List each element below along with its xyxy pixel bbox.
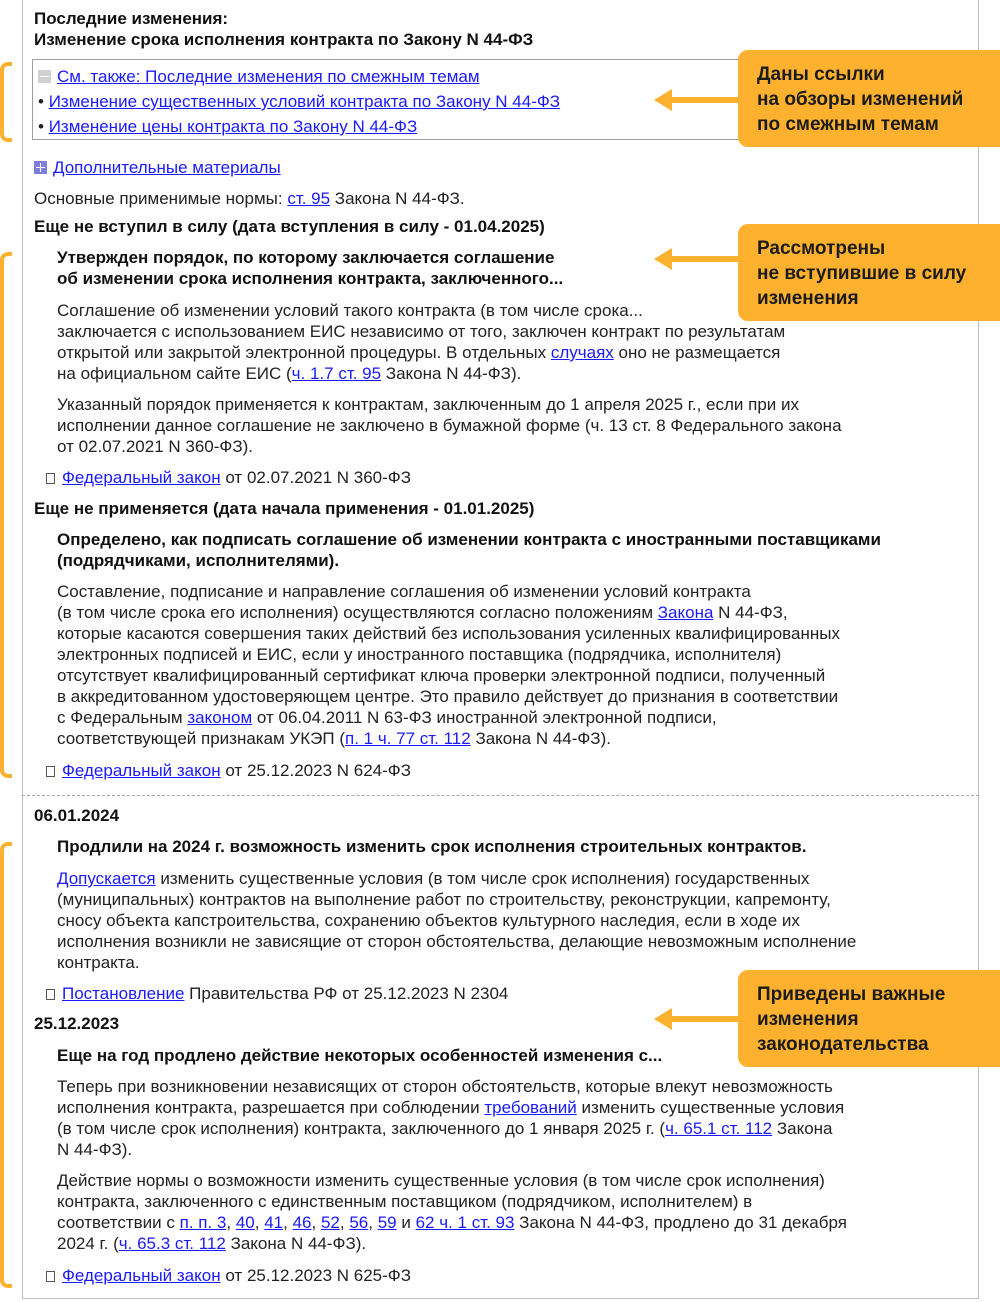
bullet-icon: • <box>38 117 49 136</box>
paragraph <box>57 1076 844 1160</box>
source-text <box>62 761 411 780</box>
text-segment: , <box>311 1213 321 1232</box>
section-date: 25.12.2023 <box>34 1014 120 1033</box>
text-segment: от 02.07.2021 N 360-ФЗ <box>220 468 411 487</box>
reference-link[interactable]: Закона <box>657 603 714 622</box>
reference-link[interactable]: законом <box>187 708 253 727</box>
reference-link[interactable]: ч. 65.1 ст. 112 <box>665 1119 773 1138</box>
text-segment: Закона N 44-ФЗ. <box>330 189 465 208</box>
reference-link[interactable]: Постановление <box>62 984 185 1003</box>
document-icon <box>46 1271 55 1282</box>
text-segment: Составление, подписание и направление соглашения об изменении условий контракта (в том числе срока его исполнения) осуществляются согласно положениям <box>57 582 751 622</box>
arrow-left-icon <box>650 89 738 111</box>
annotation-bracket <box>0 842 12 1288</box>
source-text <box>62 468 411 487</box>
see-also-title-link[interactable]: См. также: Последние изменения по смежным темам <box>57 67 480 86</box>
arrow-left-icon <box>650 1008 738 1030</box>
text-segment: от 06.04.2011 N 63-ФЗ иностранной электронной подписи, соответствующей признакам УКЭП ( <box>57 708 717 748</box>
annotation-bracket <box>0 252 12 778</box>
document-icon <box>46 989 55 1000</box>
text-segment: Закона N 44-ФЗ, продлено до 31 декабря 2024 г. ( <box>57 1213 847 1253</box>
reference-link[interactable]: ст. 95 <box>287 189 331 208</box>
reference-link[interactable]: ч. 65.3 ст. 112 <box>118 1234 226 1253</box>
section-heading: Еще не применяется (дата начала применения - 01.01.2025) <box>34 499 535 518</box>
reference-link[interactable]: 62 ч. 1 ст. 93 <box>415 1213 515 1232</box>
text-segment: Закона N 44-ФЗ). <box>470 729 611 748</box>
reference-link[interactable]: ч. 1.7 ст. 95 <box>291 364 382 383</box>
text-segment: , <box>226 1213 236 1232</box>
source-line <box>34 1265 411 1286</box>
norms-text <box>34 188 465 209</box>
text-segment: Действие нормы о возможности изменить существенные условия (в том числе срок исполнения) контракта, заключенного с единственным поставщиком (подрядчиком, исполнителем) в соответствии с <box>57 1171 825 1232</box>
document-icon <box>46 766 55 777</box>
source-text <box>62 1266 411 1285</box>
reference-link[interactable]: Допускается <box>57 869 156 888</box>
text-segment: Закона N 44-ФЗ). <box>225 1234 367 1253</box>
reference-link[interactable]: Федеральный закон <box>62 1266 221 1285</box>
text-segment: оно не размещается на официальном сайте ЕИС ( <box>57 343 781 383</box>
callout-important-changes: Приведены важные изменения законодательства <box>738 970 1000 1067</box>
arrow-left-icon <box>650 248 738 270</box>
reference-link[interactable]: 52 <box>320 1213 340 1232</box>
callout-related-links: Даны ссылки на обзоры изменений по смежным темам <box>738 50 1000 147</box>
see-also-list <box>38 64 560 139</box>
reference-link[interactable]: 59 <box>377 1213 397 1232</box>
section-title: Утвержден порядок, по которому заключается соглашение об изменении срока исполнения контракта, заключенного... <box>57 248 564 288</box>
reference-link[interactable]: Федеральный закон <box>62 468 221 487</box>
text-segment: , <box>283 1213 293 1232</box>
section-title: Еще на год продлено действие некоторых особенностей изменения с... <box>57 1046 663 1065</box>
source-line <box>34 983 508 1004</box>
text-segment: Теперь при возникновении независящих от сторон обстоятельств, которые влекут невозможность исполнения контракта, разрешается при соблюдении <box>57 1077 833 1117</box>
text-segment: и <box>396 1213 416 1232</box>
see-also-link-1[interactable]: Изменение существенных условий контракта по Закону N 44-ФЗ <box>48 92 561 111</box>
reference-link[interactable]: 40 <box>235 1213 255 1232</box>
reference-link[interactable]: 46 <box>292 1213 312 1232</box>
paragraph <box>57 300 785 384</box>
title-line-1: Последние изменения: <box>34 9 229 28</box>
text-segment: Соглашение об изменении условий такого контракта (в том числе срока... заключается с использованием ЕИС независимо от того, заключен контракт по результатам открытой или закрытой электронной процедуры. В отдельных <box>57 301 786 362</box>
text-segment: Основные применимые нормы: <box>34 189 288 208</box>
text-segment: Правительства РФ от 25.12.2023 N 2304 <box>184 984 509 1003</box>
collapse-icon[interactable] <box>38 70 51 83</box>
title-line-2: Изменение срока исполнения контракта по Закону N 44-ФЗ <box>34 30 534 49</box>
reference-link[interactable]: требований <box>484 1098 577 1117</box>
reference-link[interactable]: 56 <box>349 1213 369 1232</box>
reference-link[interactable]: 41 <box>264 1213 284 1232</box>
text-segment: от 25.12.2023 N 624-ФЗ <box>220 761 411 780</box>
source-text <box>62 984 508 1003</box>
text-segment: Закона N 44-ФЗ). <box>381 364 522 383</box>
reference-link[interactable]: случаях <box>550 343 614 362</box>
source-line <box>34 760 411 781</box>
text-segment: изменить существенные условия (в том числе срок исполнения) контракта, заключенного до 1 января 2025 г. ( <box>57 1098 845 1138</box>
text-segment: Указанный порядок применяется к контрактам, заключенным до 1 апреля 2025 г., если при их исполнении данное соглашение не заключено в бумажной форме (ч. 13 ст. 8 Федерального закона от 02.07.2021 N 360-ФЗ). <box>57 395 842 456</box>
section-date: 06.01.2024 <box>34 806 120 825</box>
reference-link[interactable]: п. 1 ч. 77 ст. 112 <box>345 729 471 748</box>
section-divider <box>22 795 979 796</box>
reference-link[interactable]: Федеральный закон <box>62 761 221 780</box>
section-heading: Еще не вступил в силу (дата вступления в силу - 01.04.2025) <box>34 217 545 236</box>
paragraph <box>57 394 842 457</box>
section-title: Определено, как подписать соглашение об изменении контракта с иностранными поставщиками (подрядчиками, исполнителями). <box>57 530 881 570</box>
text-segment: изменить существенные условия (в том числе срок исполнения) государственных (муниципальных) контрактов на выполнение работ по строительству, реконструкции, капремонту, сносу объекта капстроительства, сохранению объектов культурного наследия, если в ходе их исполнения возникли не зависящие от сторон обстоятельства, делающие невозможным исполнение контракта. <box>57 869 857 972</box>
page-title <box>34 8 533 50</box>
extra-materials[interactable] <box>34 157 281 178</box>
document-icon <box>46 473 55 484</box>
text-segment: , <box>339 1213 350 1232</box>
paragraph <box>57 581 840 749</box>
text-segment: от 25.12.2023 N 625-ФЗ <box>220 1266 411 1285</box>
paragraph <box>57 1170 847 1254</box>
expand-icon[interactable] <box>34 161 47 174</box>
text-segment: , <box>254 1213 265 1232</box>
bullet-icon: • <box>38 92 49 111</box>
text-segment: Закона N 44-ФЗ). <box>57 1119 833 1159</box>
text-segment: N 44-ФЗ, которые касаются совершения таких действий без использования усиленных квалифицированных электронных подписей и ЕИС, если у иностранного поставщика (подрядчика, исполнителя) отсутствует квалифицированный сертификат ключа проверки электронной подписи, полученный в аккредитованном удостоверяющем центре. Это правило действует до признания в соответствии с Федеральным <box>57 603 840 727</box>
callout-pending-changes: Рассмотрены не вступившие в силу изменения <box>738 224 1000 321</box>
see-also-link-2[interactable]: Изменение цены контракта по Закону N 44-ФЗ <box>48 117 418 136</box>
section-title: Продлили на 2024 г. возможность изменить срок исполнения строительных контрактов. <box>57 837 807 856</box>
annotation-bracket <box>0 62 12 142</box>
reference-link[interactable]: п. п. 3 <box>179 1213 227 1232</box>
paragraph <box>57 868 856 973</box>
source-line <box>34 467 411 488</box>
text-segment: , <box>368 1213 378 1232</box>
extra-materials-link[interactable]: Дополнительные материалы <box>53 158 281 177</box>
